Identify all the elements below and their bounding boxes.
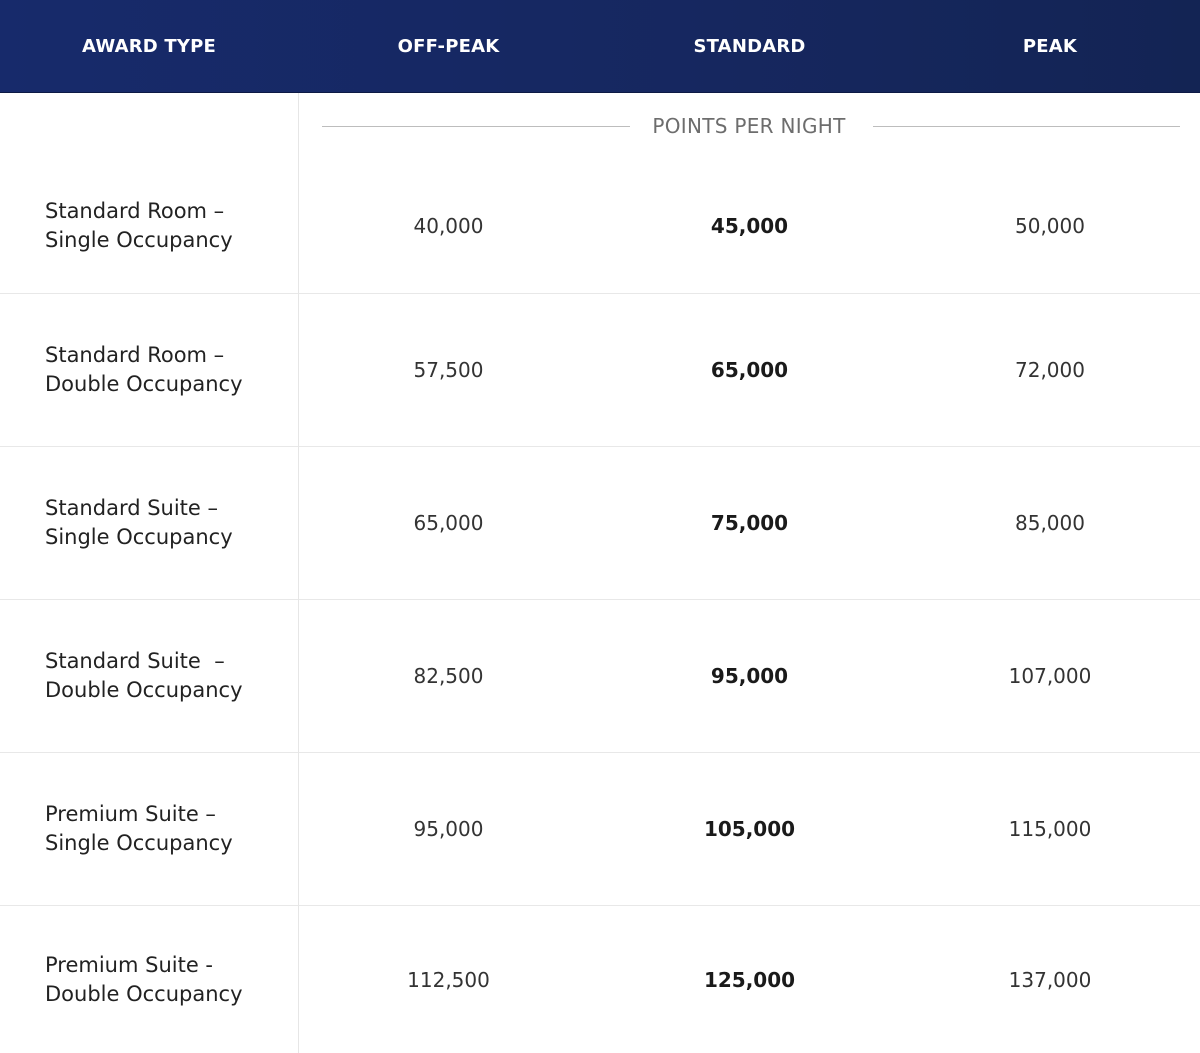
award-type-cell	[0, 951, 298, 1009]
award-type-cell	[0, 494, 298, 552]
peak-cell: 107,000	[1008, 664, 1092, 688]
award-type-line1: Standard Suite –	[45, 496, 219, 520]
table-row	[0, 294, 1200, 447]
peak-cell: 72,000	[1015, 358, 1085, 382]
column-divider	[298, 93, 299, 1053]
award-type-line2: Double Occupancy	[45, 981, 243, 1006]
award-type-line2: Double Occupancy	[45, 372, 243, 396]
award-type-line2: Double Occupancy	[45, 678, 243, 702]
peak-cell: 137,000	[1008, 967, 1092, 992]
award-type-cell	[0, 197, 298, 255]
table-row	[0, 753, 1200, 906]
table-row	[0, 159, 1200, 294]
table-body	[0, 93, 1200, 1053]
off-peak-cell: 57,500	[413, 358, 484, 382]
award-type-line1: Standard Room –	[45, 199, 225, 223]
off-peak-cell: 65,000	[413, 511, 484, 535]
award-type-line2: Single Occupancy	[45, 228, 233, 252]
header-peak: PEAK	[1022, 35, 1078, 57]
subheader-rule-left	[322, 126, 630, 127]
off-peak-cell: 40,000	[413, 214, 484, 238]
points-per-night-label: POINTS PER NIGHT	[652, 114, 846, 138]
header-award-type: AWARD TYPE	[82, 35, 216, 57]
standard-cell: 65,000	[710, 358, 789, 382]
peak-cell: 115,000	[1008, 817, 1092, 841]
standard-cell: 75,000	[710, 511, 789, 535]
award-type-cell	[0, 800, 298, 858]
table-row	[0, 906, 1200, 1053]
standard-cell: 105,000	[703, 817, 796, 841]
peak-cell: 85,000	[1015, 511, 1085, 535]
standard-cell: 95,000	[710, 664, 789, 688]
award-type-cell	[0, 341, 298, 399]
off-peak-cell: 112,500	[407, 967, 490, 992]
table-row	[0, 600, 1200, 753]
award-type-cell	[0, 647, 298, 705]
standard-cell: 45,000	[710, 214, 789, 238]
off-peak-cell: 95,000	[413, 817, 484, 841]
standard-cell: 125,000	[703, 967, 796, 992]
award-type-line1: Standard Room –	[45, 343, 225, 367]
subheader-rule-right	[873, 126, 1180, 127]
award-type-line2: Single Occupancy	[45, 831, 233, 855]
award-type-line2: Single Occupancy	[45, 525, 233, 549]
table-row	[0, 447, 1200, 600]
subheader-row	[0, 93, 1200, 159]
award-type-line1: Premium Suite –	[45, 802, 216, 826]
header-standard: STANDARD	[693, 35, 806, 57]
header-off-peak: OFF-PEAK	[397, 35, 500, 57]
off-peak-cell: 82,500	[413, 664, 484, 688]
peak-cell: 50,000	[1015, 214, 1085, 238]
points-per-night-heading	[298, 93, 1200, 159]
award-type-line1: Premium Suite -	[45, 952, 213, 977]
table-header	[0, 0, 1200, 93]
award-type-line1: Standard Suite –	[45, 649, 225, 673]
